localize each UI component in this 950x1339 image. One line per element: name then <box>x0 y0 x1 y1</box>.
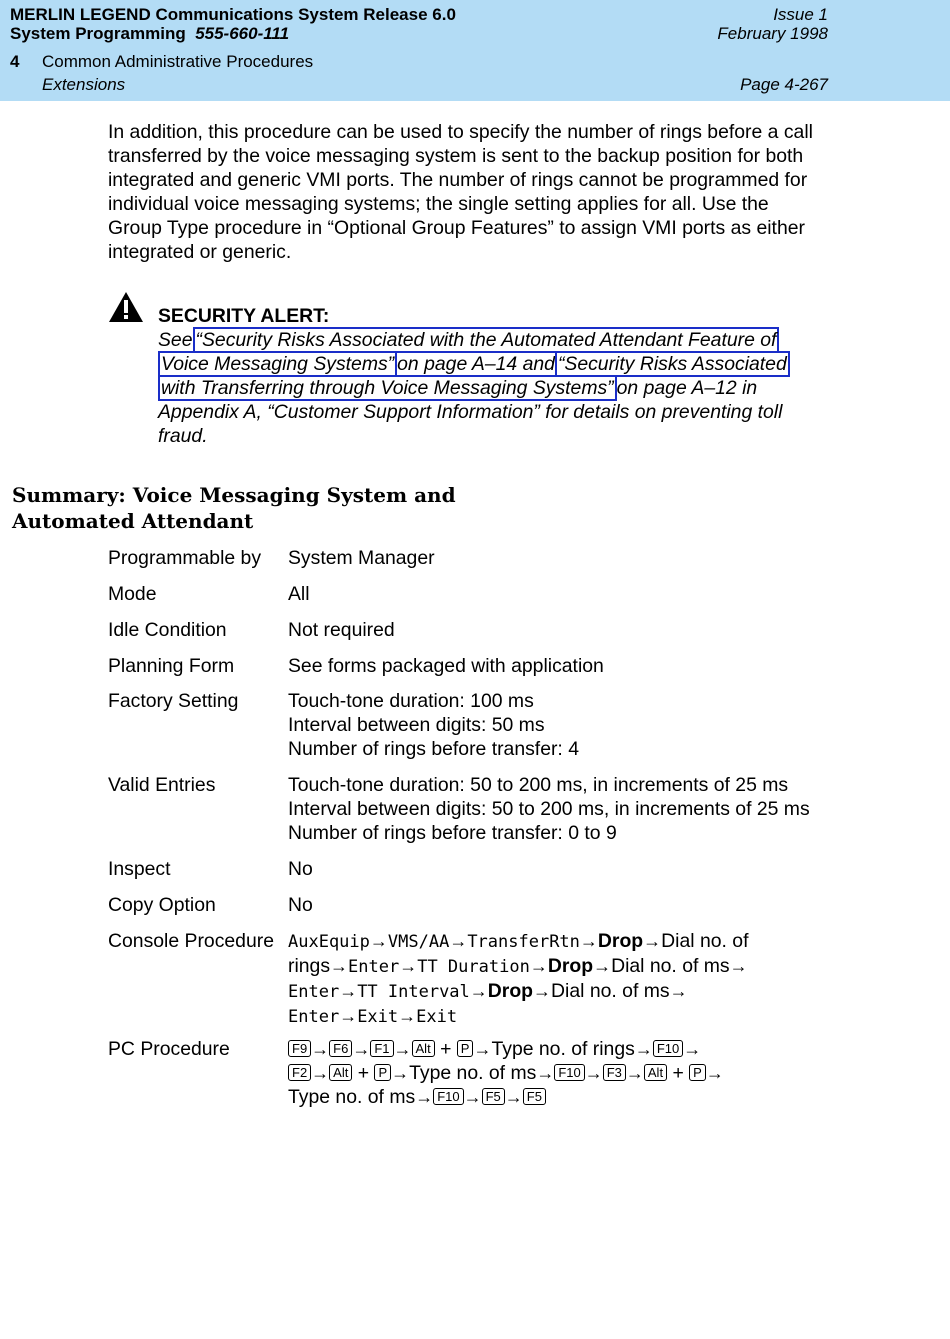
arrow-icon: → <box>669 981 688 1001</box>
row-label: Inspect <box>108 858 171 880</box>
arrow-icon: → <box>536 1063 555 1083</box>
arrow-icon: → <box>415 1087 434 1107</box>
alert-see: See <box>158 329 193 351</box>
row-value <box>288 773 810 845</box>
arrow-icon: → <box>634 1039 653 1059</box>
console-step: Drop <box>547 955 594 977</box>
p-key: P <box>689 1064 706 1081</box>
arrow-icon: → <box>393 1039 412 1059</box>
arrow-icon: → <box>330 956 349 976</box>
f9-key: F9 <box>288 1040 311 1057</box>
value-line: Number of rings before transfer: 0 to 9 <box>288 822 617 844</box>
console-step: TT Interval <box>357 982 470 1002</box>
row-value: All <box>288 583 310 605</box>
security-risks-transfer-link-cont[interactable]: with Transferring through Voice Messaging Systems” <box>158 375 617 401</box>
row-label: Console Procedure <box>108 930 274 952</box>
intro-line: In addition, this procedure can be used to specify the number of rings before a call <box>108 121 813 143</box>
row-label: Factory Setting <box>108 690 239 712</box>
console-step: Dial no. of ms <box>611 955 730 977</box>
f10-key: F10 <box>554 1064 584 1081</box>
intro-line: transferred by the voice messaging system is sent to the backup position for both <box>108 145 804 167</box>
f5-key: F5 <box>482 1088 505 1105</box>
alert-body <box>158 328 838 448</box>
console-step: AuxEquip <box>288 932 370 952</box>
doc-number: 555-660-111 <box>195 24 290 43</box>
arrow-icon: → <box>683 1039 702 1059</box>
console-step: rings <box>288 955 331 977</box>
alert-line <box>158 352 838 376</box>
plus-sign: + <box>440 1038 452 1060</box>
intro-line: integrated and generic VMI ports. The number of rings cannot be programmed for <box>108 169 808 191</box>
console-step: Drop <box>597 930 644 952</box>
arrow-icon: → <box>463 1087 482 1107</box>
value-line: Touch-tone duration: 100 ms <box>288 690 534 712</box>
security-risks-transfer-link[interactable]: “Security Risks Associated <box>555 351 790 377</box>
arrow-icon: → <box>339 1006 358 1026</box>
pc-procedure <box>288 1037 724 1109</box>
row-value: Not required <box>288 619 395 641</box>
console-step: Exit <box>357 1007 399 1027</box>
product-title: MERLIN LEGEND Communications System Release 6.0 <box>10 5 456 24</box>
arrow-icon: → <box>398 1006 417 1026</box>
chapter-number: 4 <box>10 52 20 71</box>
alert-line <box>158 376 838 400</box>
console-step: Dial no. of ms <box>551 980 670 1002</box>
p-key: P <box>374 1064 391 1081</box>
issue: Issue 1 <box>773 5 828 24</box>
row-value <box>288 689 579 761</box>
value-line: Interval between digits: 50 ms <box>288 714 545 736</box>
alert-text-mid: on page A–12 in <box>616 377 758 399</box>
issue-date: February 1998 <box>717 24 828 43</box>
arrow-icon: → <box>529 956 548 976</box>
alert-line <box>158 328 838 352</box>
console-step: Enter <box>288 1007 340 1027</box>
row-label: Valid Entries <box>108 774 216 796</box>
chapter-title: Common Administrative Procedures <box>42 52 314 71</box>
intro-line: individual voice messaging systems; the single setting applies for all. Use the <box>108 193 769 215</box>
console-line <box>288 979 748 1004</box>
plus-sign: + <box>672 1062 684 1084</box>
arrow-icon: → <box>352 1039 371 1059</box>
row-value: No <box>288 858 313 880</box>
security-risks-aa-link[interactable]: “Security Risks Associated with the Automated Attendant Feature of <box>193 327 780 353</box>
pc-step: Type no. of ms <box>288 1086 416 1108</box>
alt-key: Alt <box>412 1040 435 1057</box>
section-title-line: Summary: Voice Messaging System and <box>12 483 456 507</box>
pc-line <box>288 1085 724 1109</box>
alert-title: SECURITY ALERT: <box>158 305 330 327</box>
row-label: Planning Form <box>108 655 235 677</box>
f2-key: F2 <box>288 1064 311 1081</box>
value-line: Interval between digits: 50 to 200 ms, in increments of 25 ms <box>288 798 810 820</box>
arrow-icon: → <box>399 956 418 976</box>
arrow-icon: → <box>729 956 748 976</box>
arrow-icon: → <box>311 1063 330 1083</box>
alert-line: fraud. <box>158 425 208 447</box>
intro-line: integrated or generic. <box>108 241 292 263</box>
pc-line <box>288 1061 724 1085</box>
alert-line: Appendix A, “Customer Support Information” for details on preventing toll <box>158 401 783 423</box>
row-value: See forms packaged with application <box>288 655 604 677</box>
warning-icon <box>108 291 144 323</box>
arrow-icon: → <box>705 1063 724 1083</box>
console-step: Enter <box>288 982 340 1002</box>
row-value: System Manager <box>288 547 435 569</box>
section-name: Extensions <box>42 75 126 94</box>
page-number: Page 4-267 <box>740 75 828 94</box>
arrow-icon: → <box>504 1087 523 1107</box>
arrow-icon: → <box>584 1063 603 1083</box>
doc-title: System Programming <box>10 24 186 43</box>
page-header <box>0 0 950 101</box>
console-line <box>288 929 748 954</box>
f10-key: F10 <box>433 1088 463 1105</box>
arrow-icon: → <box>625 1063 644 1083</box>
alert-text-mid: on page A–14 and <box>397 353 555 375</box>
arrow-icon: → <box>593 956 612 976</box>
value-line: Number of rings before transfer: 4 <box>288 738 579 760</box>
f3-key: F3 <box>603 1064 626 1081</box>
value-line: Touch-tone duration: 50 to 200 ms, in increments of 25 ms <box>288 774 789 796</box>
p-key: P <box>457 1040 474 1057</box>
pc-step: Type no. of ms <box>409 1062 537 1084</box>
row-label: Idle Condition <box>108 619 227 641</box>
plus-sign: + <box>357 1062 370 1084</box>
arrow-icon: → <box>369 931 388 951</box>
arrow-icon: → <box>579 931 598 951</box>
console-procedure <box>288 929 748 1029</box>
pc-line <box>288 1037 724 1061</box>
arrow-icon: → <box>449 931 468 951</box>
console-step: Exit <box>416 1007 458 1027</box>
alt-key: Alt <box>329 1064 352 1081</box>
row-label: Copy Option <box>108 894 216 916</box>
pc-step: Type no. of rings <box>491 1038 635 1060</box>
alt-key: Alt <box>644 1064 667 1081</box>
row-label: Programmable by <box>108 547 262 569</box>
f6-key: F6 <box>329 1040 352 1057</box>
row-label: PC Procedure <box>108 1038 230 1060</box>
f5-key: F5 <box>523 1088 546 1105</box>
console-line <box>288 954 748 979</box>
row-value: No <box>288 894 313 916</box>
console-step: Dial no. of <box>661 930 749 952</box>
arrow-icon: → <box>643 931 662 951</box>
arrow-icon: → <box>473 1039 492 1059</box>
console-step: TT Duration <box>417 957 530 977</box>
f10-key: F10 <box>653 1040 683 1057</box>
f1-key: F1 <box>370 1040 393 1057</box>
security-risks-aa-link-cont[interactable]: Voice Messaging Systems” <box>158 351 397 377</box>
section-title <box>12 482 456 534</box>
arrow-icon: → <box>391 1063 410 1083</box>
intro-line: Group Type procedure in “Optional Group Features” to assign VMI ports as either <box>108 217 805 239</box>
console-line <box>288 1004 748 1029</box>
arrow-icon: → <box>469 981 488 1001</box>
arrow-icon: → <box>311 1039 330 1059</box>
doc-title-line <box>10 24 289 44</box>
console-step: TransferRtn <box>467 932 580 952</box>
intro-paragraph <box>108 120 813 264</box>
arrow-icon: → <box>533 981 552 1001</box>
console-step: Drop <box>487 980 534 1002</box>
arrow-icon: → <box>339 981 358 1001</box>
row-label: Mode <box>108 583 157 605</box>
section-title-line: Automated Attendant <box>12 509 254 533</box>
console-step: Enter <box>348 957 400 977</box>
console-step: VMS/AA <box>387 932 450 952</box>
